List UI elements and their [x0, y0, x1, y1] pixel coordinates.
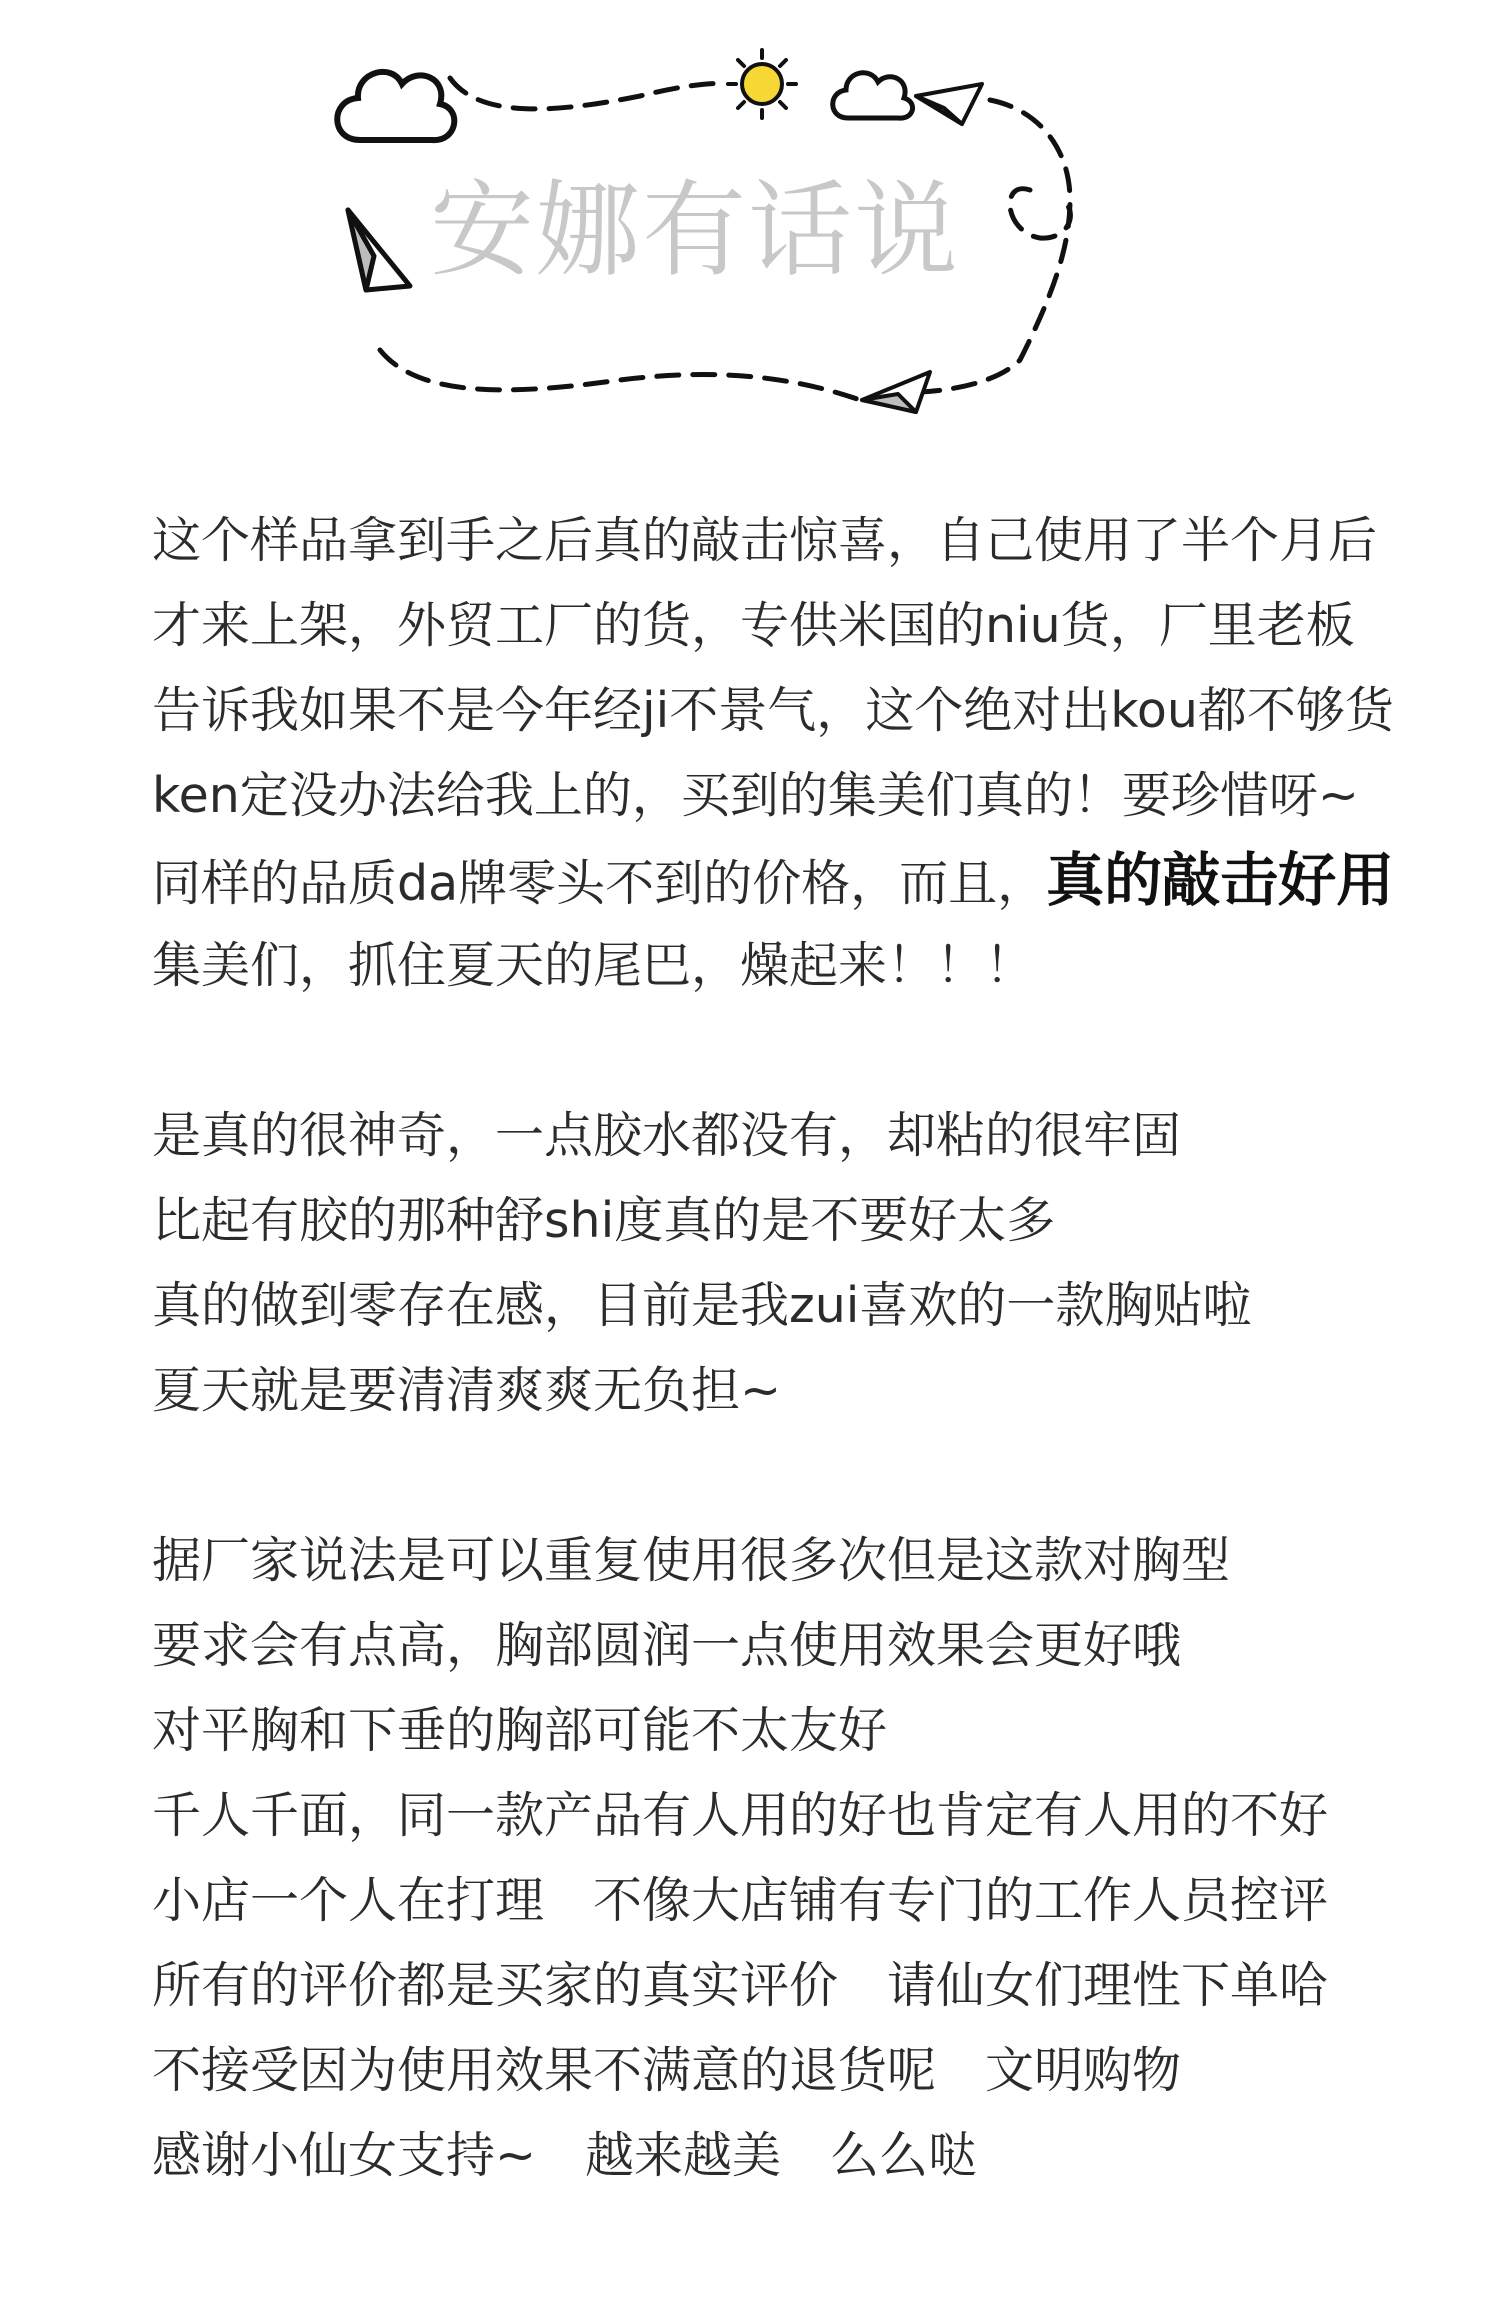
- emphasis-text: 真的敲击好用: [1046, 846, 1395, 914]
- text-line: 据厂家说法是可以重复使用很多次但是这款对胸型: [152, 1532, 1231, 1589]
- paper-plane-icon: [916, 84, 982, 124]
- paragraph-2: [152, 1093, 1412, 1433]
- text-line: 要求会有点高，胸部圆润一点使用效果会更好哦: [152, 1617, 1182, 1674]
- text-line: 告诉我如果不是今年经ji不景气，这个绝对出kou都不够货: [152, 682, 1394, 739]
- text-line: 不接受因为使用效果不满意的退货呢 文明购物: [152, 2042, 1182, 2099]
- sun-icon: [728, 50, 796, 118]
- text-line: 是真的很神奇，一点胶水都没有，却粘的很牢固: [152, 1107, 1182, 1164]
- text-line: 真的做到零存在感，目前是我zui喜欢的一款胸贴啦: [152, 1277, 1252, 1334]
- text-line: [152, 838, 1412, 923]
- text-line: 这个样品拿到手之后真的敲击惊喜，自己使用了半个月后: [152, 512, 1378, 569]
- text-line: 感谢小仙女支持~ 越来越美 么么哒: [152, 2127, 978, 2184]
- text-line: 集美们，抓住夏天的尾巴，燥起来！！！: [152, 937, 1035, 994]
- page-title: 安娜有话说: [430, 169, 961, 291]
- text-line: 比起有胶的那种舒shi度真的是不要好太多: [152, 1192, 1056, 1249]
- cloud-icon: [337, 72, 454, 140]
- text-segment: 同样的品质da牌零头不到的价格，而且，: [152, 855, 1047, 912]
- paper-plane-icon: [348, 210, 410, 290]
- text-line: 小店一个人在打理 不像大店铺有专门的工作人员控评: [152, 1872, 1329, 1929]
- paragraph-3: [152, 1518, 1412, 2198]
- paragraph-spacer: [152, 1008, 1412, 1093]
- paragraph-spacer: [152, 1433, 1412, 1518]
- text-line: ken定没办法给我上的，买到的集美们真的！要珍惜呀~: [152, 767, 1359, 824]
- text-line: 夏天就是要清清爽爽无负担~: [152, 1362, 782, 1419]
- text-line: 千人千面，同一款产品有人用的好也肯定有人用的不好: [152, 1787, 1329, 1844]
- paper-plane-icon: [862, 372, 930, 412]
- text-line: 才来上架，外贸工厂的货，专供米国的niu货，厂里老板: [152, 597, 1355, 654]
- paragraph-1: [152, 498, 1412, 1008]
- text-line: 对平胸和下垂的胸部可能不太友好: [152, 1702, 888, 1759]
- text-line: 所有的评价都是买家的真实评价 请仙女们理性下单哈: [152, 1957, 1329, 2014]
- cloud-icon: [833, 73, 913, 118]
- article-body: [152, 498, 1412, 2198]
